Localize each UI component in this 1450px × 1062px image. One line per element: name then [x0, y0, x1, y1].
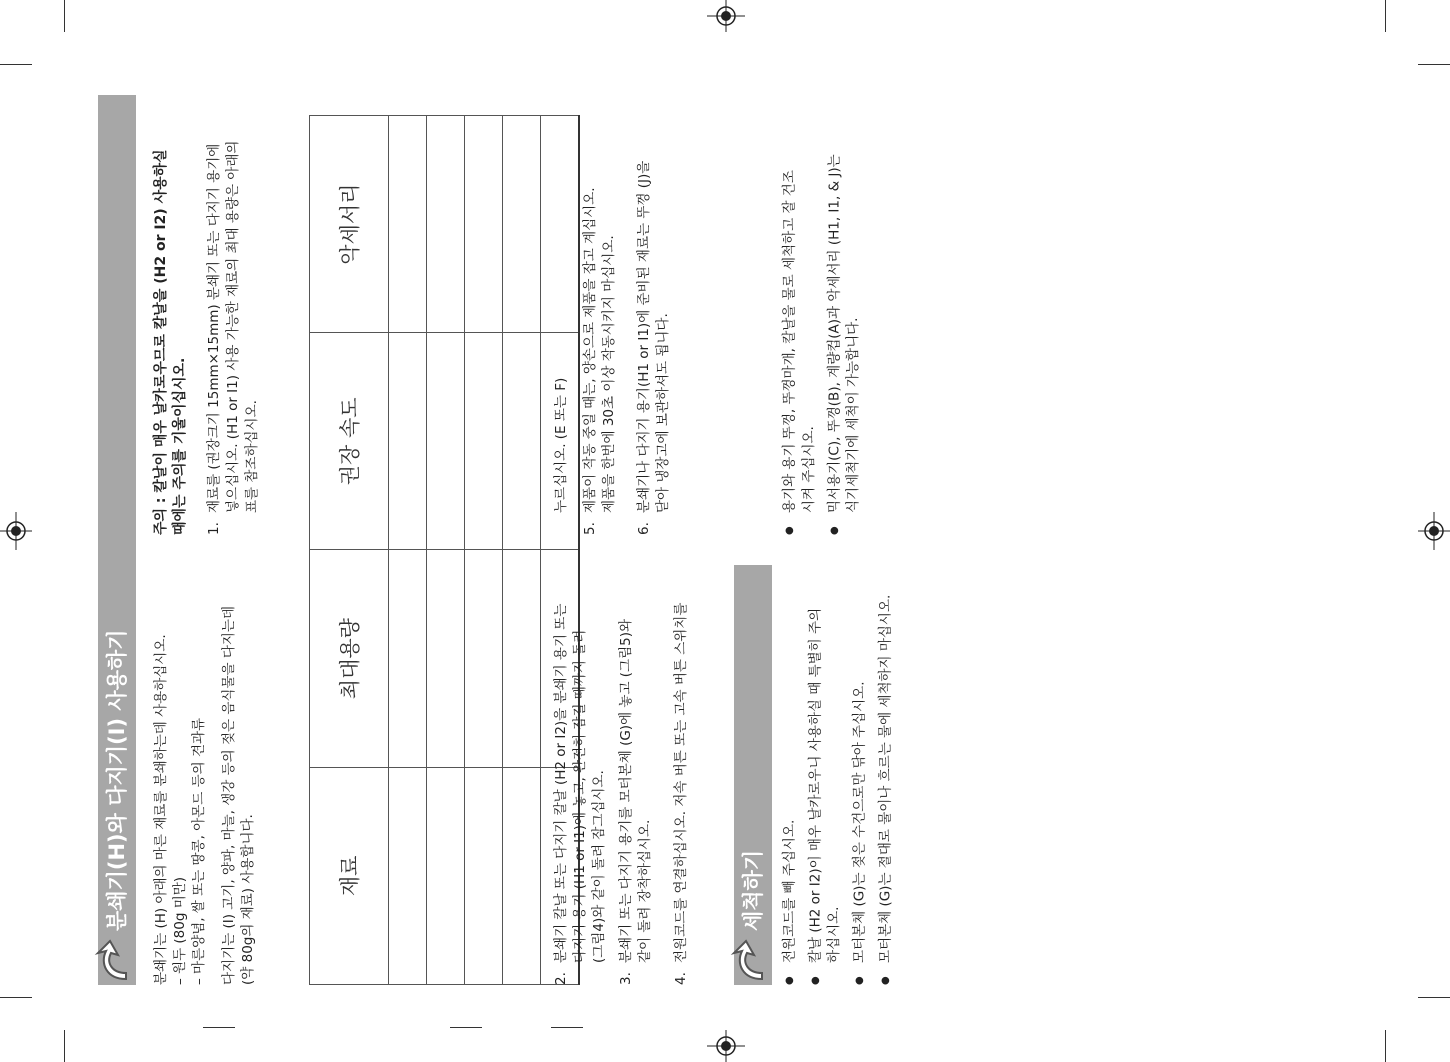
cleaning-bullets-left: ●전원코드를 빼 주십시오. ●칼날 (H2 or I2)이 매우 날카로우니 사용하실 때 특별히 주의 하십시오. ●모터본체 (G)는 젖은 수건으로만 닦아 주십시오. ●모터본체 (G)는 절대로 물이나 흐르는 물에 세척하지 마십시오. [781, 594, 893, 985]
section-title: 분쇄기(H)와 다지기(I) 사용하기 [105, 629, 129, 931]
manual-page [90, 115, 1152, 985]
table-row [503, 116, 541, 985]
step-6: 6.분쇄기나 다지기 용기(H1 or I1)에 준비된 재료는 뚜껑 (J)을 닫아 냉장고에 보관하셔도 됩니다. [636, 160, 671, 535]
list-item: ●모터본체 (G)는 절대로 물이나 흐르는 물에 세척하지 마십시오. [877, 594, 893, 985]
table-header: 권장 속도 [310, 333, 389, 550]
section-banner-cleaning [734, 565, 772, 985]
registration-mark-bottom [707, 1030, 745, 1062]
step-2: 2.분쇄기 칼날 또는 다지기 칼날 (H2 or I2)을 분쇄기 용기 또는 다지기 용기 (H1 or I1)에 놓고, 완전히 잠길 때까지 돌려 (그림4)와 같이 돌려 잠그십시오. [553, 603, 607, 985]
crop-mark [64, 0, 65, 32]
list-item: ●모터본체 (G)는 젖은 수건으로만 닦아 주십시오. [851, 681, 868, 985]
list-item: ●칼날 (H2 or I2)이 매우 날카로우니 사용하실 때 특별히 주의 [807, 607, 823, 985]
crop-mark [1418, 64, 1450, 65]
section-title: 세척하기 [741, 849, 765, 931]
page-fold-mark [551, 1027, 583, 1028]
registration-mark-right [1418, 512, 1450, 550]
arrow-icon [92, 939, 142, 985]
step-3: 3.분쇄기 또는 다지기 용기를 모터본체 (G)에 놓고 (그림5)와 같이 돌려 장착하십시오. [618, 618, 653, 985]
chopper-intro: 다지기는 (I) 고기, 양파, 마늘, 생강 등의 젖은 음식물을 다지는데 (약 80g의 재료) 사용합니다. [221, 606, 256, 985]
section-banner-grinder-chopper [98, 95, 136, 985]
list-item: ●믹서용기(C), 뚜껑(B), 계량컵(A)과 악세서리 (H1, I1, & J)는 [826, 154, 842, 535]
crop-mark [0, 997, 32, 998]
step-4-continued: 누르십시오. (E 또는 F) [553, 377, 569, 513]
grinder-intro: 분쇄기는 (H) 아래의 마른 재료를 분쇄하는데 사용하십시오. – 원두 (80g 미만) – 마른양념, 쌀 또는 땅콩, 아몬드 등의 견과류 [153, 634, 207, 985]
crop-mark [1385, 1030, 1386, 1062]
table-header: 악세서리 [310, 116, 389, 333]
page-fold-mark [450, 1027, 482, 1028]
cleaning-bullets-right: ●용기와 용기 뚜껑, 뚜껑마개, 칼날을 물로 세척하고 잘 건조 시켜 주십시오. ●믹서용기(C), 뚜껑(B), 계량컵(A)과 악세서리 (H1, I1, & J)는 식기세척기에 세척이 가능합니다. [781, 154, 861, 535]
table-header: 재료 [310, 767, 389, 984]
crop-mark [0, 64, 32, 65]
page-fold-mark [203, 1027, 235, 1028]
caution-note: 주의 : 칼날이 매우 날카로우므로 칼날을 (H2 or I2) 사용하실 때에는 주의를 기울이십시오. [153, 149, 188, 535]
list-item: ●용기와 용기 뚜껑, 뚜껑마개, 칼날을 물로 세척하고 잘 건조 [781, 170, 798, 535]
step-1: 1.재료를 (권장크기 15mm×15mm) 분쇄기 또는 다지기 용기에 넣으십시오. (H1 or I1) 사용 가능한 재료의 최대 용량은 아래의 표를 참조하십시오. [206, 140, 260, 535]
capacity-table [309, 115, 580, 985]
registration-mark-left [0, 512, 32, 550]
arrow-icon [728, 939, 778, 985]
table-header: 최대용량 [310, 550, 389, 767]
table-header-row [310, 116, 389, 985]
registration-mark-top [707, 0, 745, 32]
table-row [465, 116, 503, 985]
list-item: ●전원코드를 빼 주십시오. [781, 819, 798, 985]
crop-mark [1418, 997, 1450, 998]
table-row [389, 116, 427, 985]
crop-mark [64, 1030, 65, 1062]
crop-mark [1385, 0, 1386, 32]
step-5: 5.제품이 작동 중일 때는, 양손으로 제품을 잡고 계십시오. 제품을 한번에 30초 이상 작동시키지 마십시오. [582, 187, 617, 535]
table-row [427, 116, 465, 985]
step-4: 4.전원코드를 연결하십시오. 저속 버튼 또는 고속 버튼 스위치를 [673, 602, 689, 985]
